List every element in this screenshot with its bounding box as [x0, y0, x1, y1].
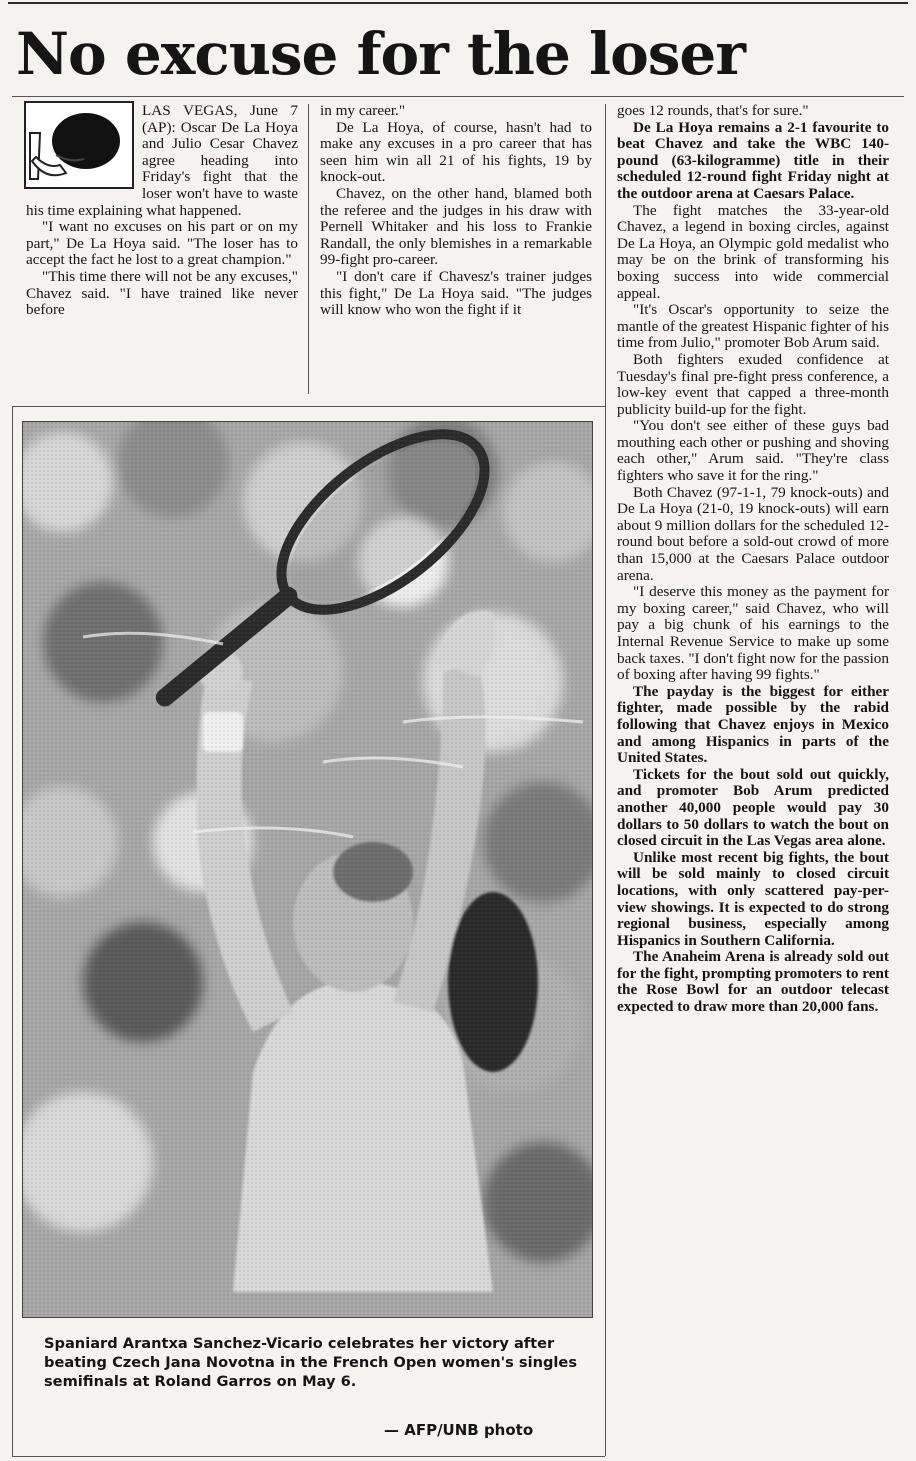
article-paragraph: Both fighters exuded confidence at Tuesday's final pre-fight press conference, a low-key event that capped a three-month publicity build-up for the fight.	[617, 350, 889, 418]
photo-image	[23, 422, 592, 1317]
article-paragraph: "It's Oscar's opportunity to seize the mantle of the greatest Hispanic fighter of his time from Julio," promoter Bob Arum said.	[617, 301, 889, 352]
article-paragraph: De La Hoya, of course, hasn't had to make any excuses in a pro career that has seen him win all 21 of his fights, 19 by knock-out.	[320, 118, 592, 186]
headline: No excuse for the loser	[16, 20, 745, 88]
tennis-player-photo	[22, 421, 593, 1318]
boxing-glove-logo	[24, 101, 134, 189]
article-paragraph: Unlike most recent big fights, the bout will be sold mainly to closed circuit locations, with only scattered pay-per-view showings. It is expected to do strong regional business, especially among Hispanics in Southern California.	[617, 848, 889, 949]
photo-left-rule	[12, 406, 13, 1456]
column-rule-2	[605, 104, 606, 1456]
article-column-2	[320, 103, 592, 319]
article-column-1	[26, 103, 298, 319]
article-paragraph: The fight matches the 33-year-old Chavez, a legend in boxing circles, against De La Hoya, an Olympic gold medalist who may be on the brink of transforming his boxing success into wide commercial appeal.	[617, 201, 889, 302]
top-rule	[8, 2, 908, 4]
article-paragraph: The Anaheim Arena is already sold out for the fight, prompting promoters to rent the Rose Bowl for an outdoor telecast expected to draw more than 20,000 fans.	[617, 948, 889, 1016]
article-paragraph: Tickets for the bout sold out quickly, and promoter Bob Arum predicted another 40,000 people would pay 30 dollars to 50 dollars to watch the bout on closed circuit in the Las Vegas area alone.	[617, 765, 889, 850]
article-paragraph: Both Chavez (97-1-1, 79 knock-outs) and De La Hoya (21-0, 19 knock-outs) will earn about 9 million dollars for the scheduled 12-round bout before a sold-out crowd of more than 15,000 at the Caesars Palace outdoor arena.	[617, 483, 889, 584]
article-paragraph: "I want no excuses on his part or on my part," De La Hoya said. "The loser has to accept the fact he lost to a great champion."	[26, 218, 298, 269]
article-paragraph: goes 12 rounds, that's for sure."	[617, 102, 809, 119]
article-paragraph: LAS VEGAS, June 7 (AP): Oscar De La Hoya and Julio Cesar Chavez agree heading into Friday's fight that the loser won't have to waste his time explaining what happened.	[26, 102, 298, 219]
article-paragraph: "I don't care if Chavesz's trainer judges this fight," De La Hoya said. "The judges will know who won the fight if it	[320, 267, 592, 319]
headline-rule	[12, 96, 904, 97]
photo-top-rule	[12, 406, 605, 407]
article-paragraph: in my career."	[320, 102, 406, 119]
photo-bottom-rule	[12, 1456, 605, 1457]
article-column-3	[617, 103, 889, 1016]
article-paragraph: "You don't see either of these guys bad mouthing each other or pushing and shoving each other," Arum said. "They're class fighters who save it for the ring."	[617, 417, 889, 485]
photo-credit: — AFP/UNB photo	[384, 1421, 534, 1439]
article-paragraph: The payday is the biggest for either fighter, made possible by the rabid following that Chavez enjoys in Mexico and among Hispanics in parts of the United States.	[617, 682, 889, 767]
article-paragraph: "This time there will not be any excuses," Chavez said. "I have trained like never before	[26, 267, 298, 319]
article-paragraph: De La Hoya remains a 2-1 favourite to beat Chavez and take the WBC 140-pound (63-kilogramme) title in their scheduled 12-round fight Friday night at the outdoor arena at Caesars Palace.	[617, 118, 889, 202]
column-rule-1	[308, 104, 309, 394]
photo-caption: Spaniard Arantxa Sanchez-Vicario celebrates her victory after beating Czech Jana Novotna in the French Open women's singles semifinals at Roland Garros on May 6.	[44, 1335, 578, 1390]
article-paragraph: Chavez, on the other hand, blamed both the referee and the judges in his draw with Pernell Whitaker and his loss to Frankie Randall, the only blemishes in a remarkable 99-fight pro-career.	[320, 184, 592, 269]
article-paragraph: "I deserve this money as the payment for my boxing career," said Chavez, who will pay a big chunk of his earnings to the Internal Revenue Service to make up some back taxes. "I don't fight now for the passion of boxing after having 99 fights."	[617, 583, 889, 684]
